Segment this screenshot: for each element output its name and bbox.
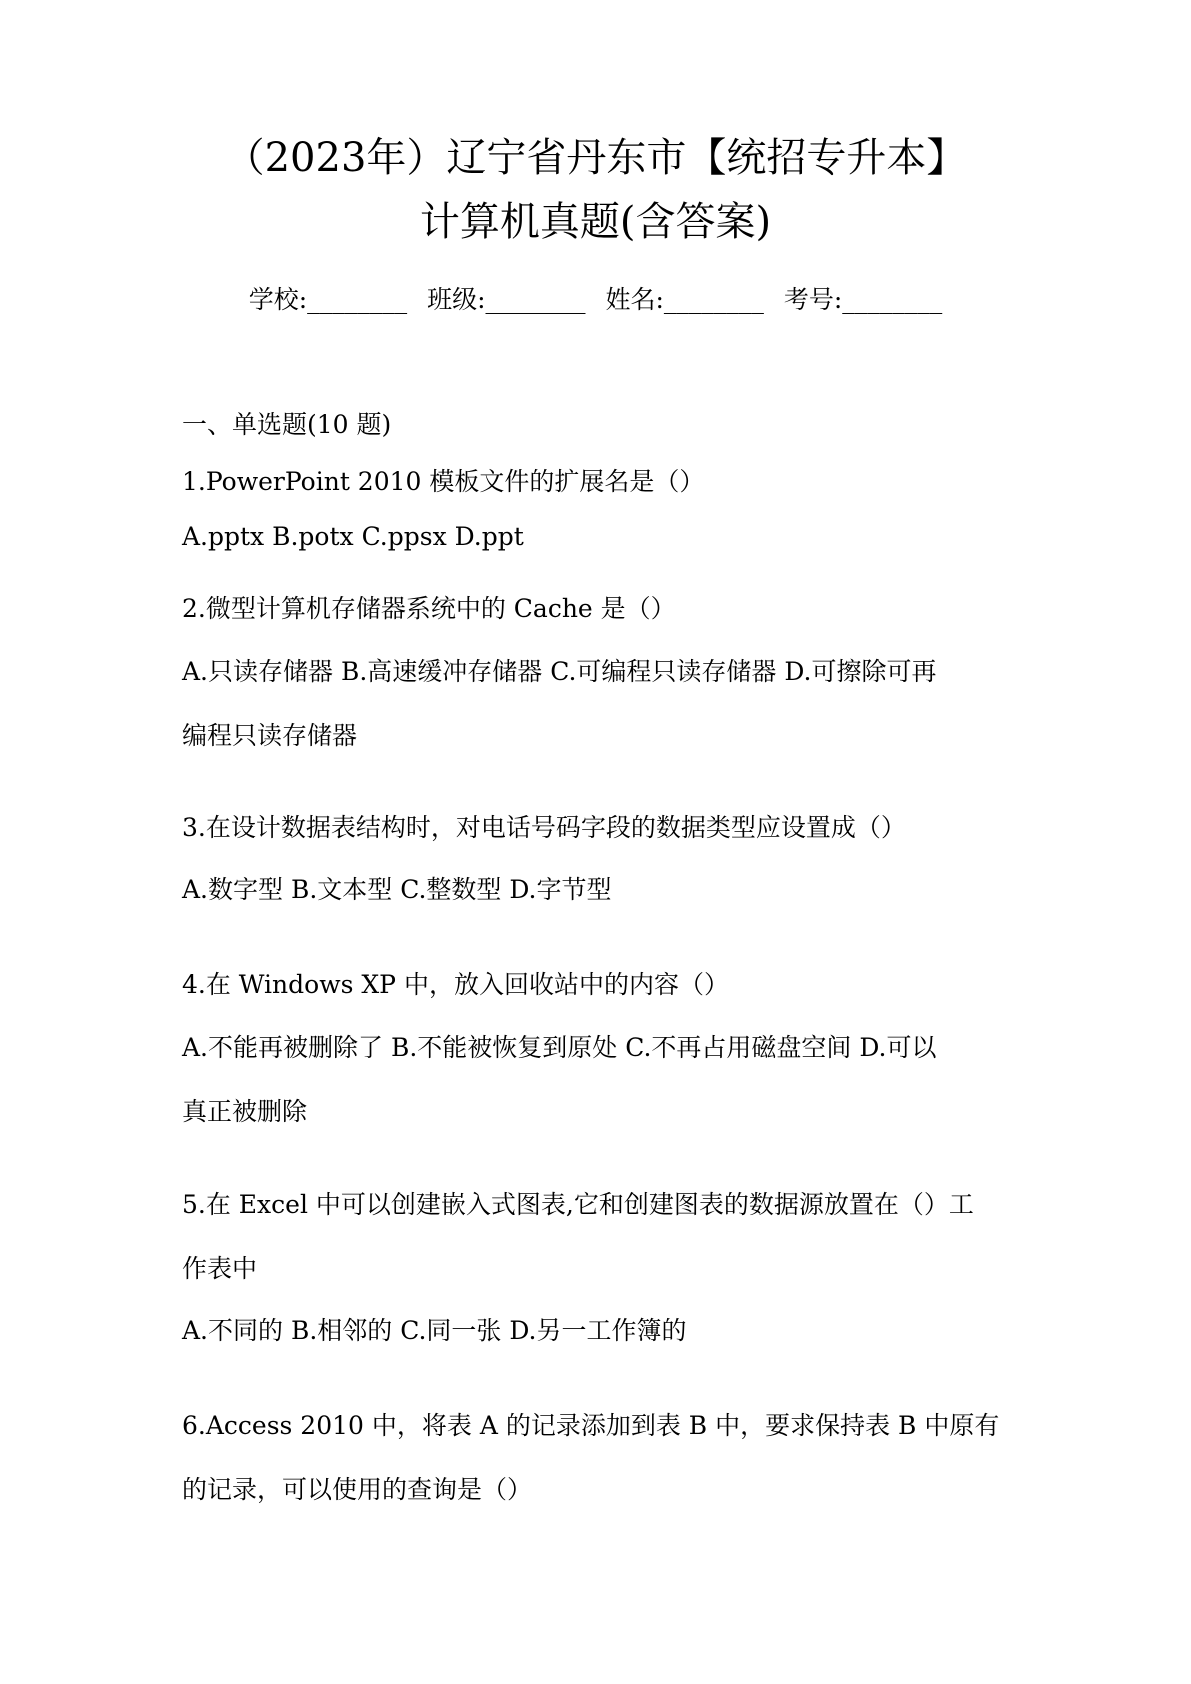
exam-title-line2: 计算机真题(含答案) [419, 199, 772, 245]
question-5-cont: 作表中 [182, 1254, 258, 1283]
question-3-options: A.数字型 B.文本型 C.整数型 D.字节型 [182, 875, 612, 904]
question-1-options: A.pptx B.potx C.ppsx D.ppt [182, 522, 524, 551]
question-2-options: A.只读存储器 B.高速缓冲存储器 C.可编程只读存储器 D.可擦除可再 [182, 657, 937, 686]
school-field: 学校:________ [248, 285, 408, 314]
section-heading: 一、单选题(10 题) [182, 410, 392, 439]
student-info-row [0, 280, 1191, 316]
question-6: 6.Access 2010 中，将表 A 的记录添加到表 B 中，要求保持表 B 中原有 [182, 1411, 1000, 1440]
question-4-options: A.不能再被删除了 B.不能被恢复到原处 C.不再占用磁盘空间 D.可以 [182, 1033, 937, 1062]
question-1: 1.PowerPoint 2010 模板文件的扩展名是（） [182, 467, 705, 496]
question-3: 3.在设计数据表结构时，对电话号码字段的数据类型应设置成（） [182, 813, 906, 842]
question-4-options-cont: 真正被删除 [182, 1097, 308, 1126]
question-2: 2.微型计算机存储器系统中的 Cache 是（） [182, 594, 676, 623]
exam-title-line1: （2023年）辽宁省丹东市【统招专升本】 [224, 135, 967, 181]
question-5: 5.在 Excel 中可以创建嵌入式图表,它和创建图表的数据源放置在（）工 [182, 1190, 974, 1219]
question-6-cont: 的记录，可以使用的查询是（） [182, 1475, 533, 1504]
exam-number-field: 考号:________ [783, 285, 943, 314]
name-field: 姓名:________ [605, 285, 764, 314]
question-2-options-cont: 编程只读存储器 [182, 721, 358, 750]
question-5-options: A.不同的 B.相邻的 C.同一张 D.另一工作簿的 [182, 1316, 687, 1345]
class-field: 班级:________ [427, 285, 586, 314]
question-4: 4.在 Windows XP 中，放入回收站中的内容（） [182, 970, 729, 999]
